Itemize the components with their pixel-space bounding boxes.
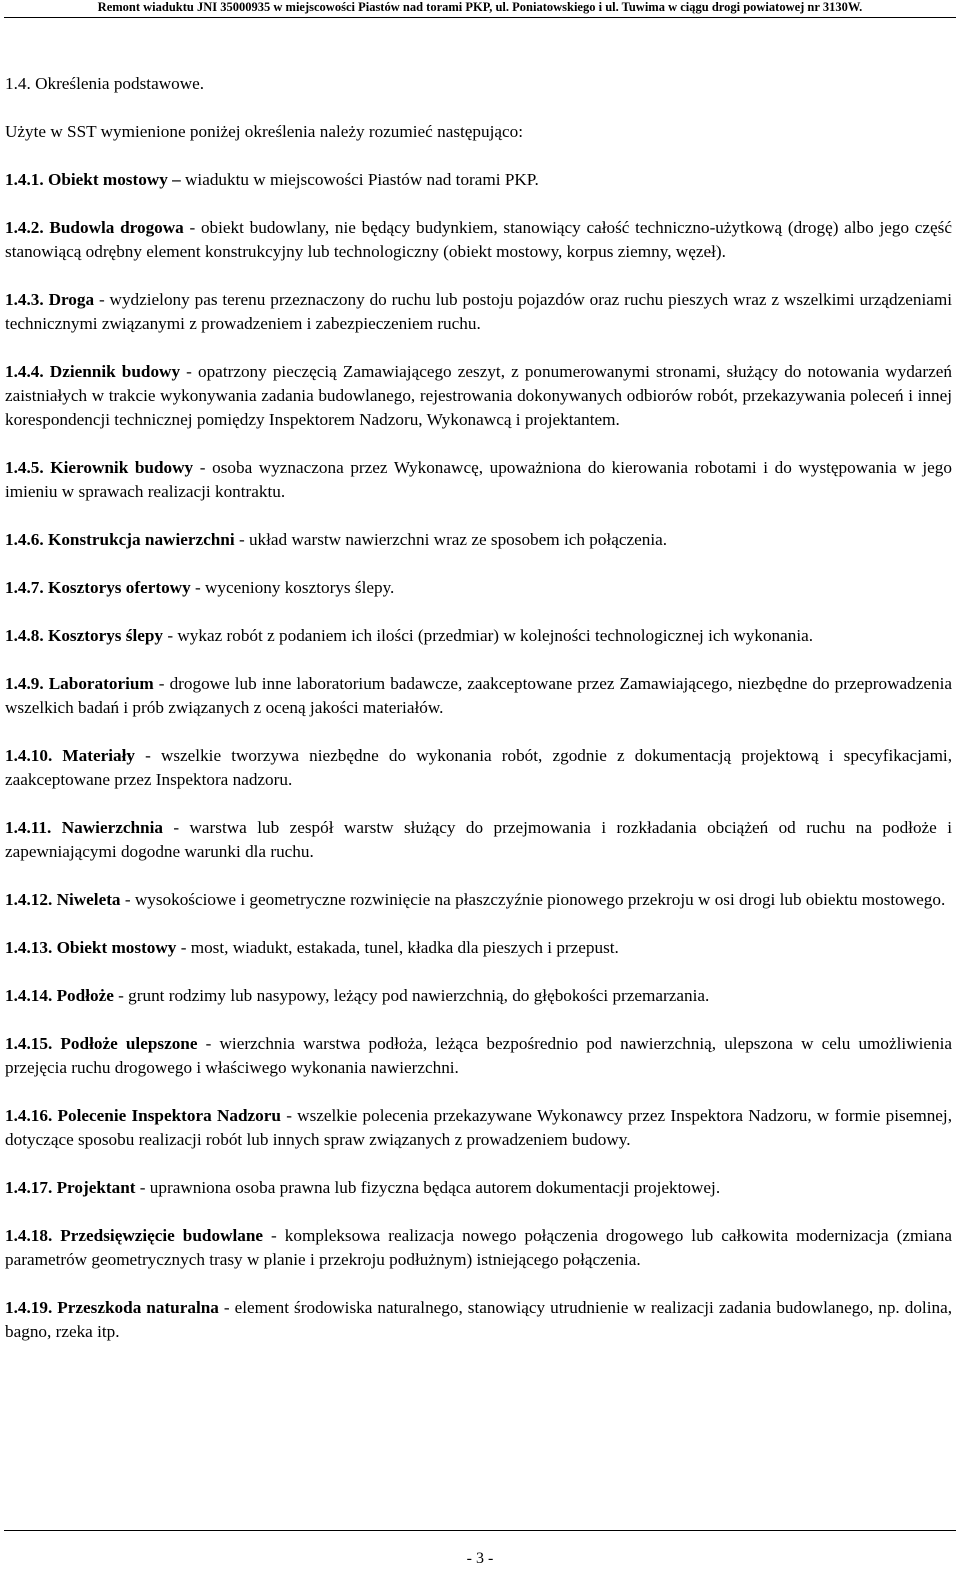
- definition-text: - wydzielony pas terenu przeznaczony do ruchu lub postoju pojazdów oraz ruchu pieszych wraz z wszelkimi urządzeniami technicznymi związanymi z prowadzeniem i zabezpieczeniem ruchu.: [5, 290, 953, 333]
- section-heading: 1.4. Określenia podstawowe.: [5, 74, 205, 93]
- definition-term: Obiekt mostowy: [56, 938, 177, 957]
- definition-term: Podłoże: [56, 986, 114, 1005]
- definition-item: [5, 936, 952, 960]
- definition-term: Laboratorium: [48, 674, 154, 693]
- definition-term: Niweleta: [56, 890, 121, 909]
- definition-number: 1.4.18.: [5, 1226, 53, 1245]
- definition-term: Kosztorys ofertowy: [47, 578, 191, 597]
- definition-term: Przeszkoda naturalna: [57, 1298, 219, 1317]
- definition-number: 1.4.7.: [5, 578, 44, 597]
- definition-term: Podłoże ulepszone: [60, 1034, 198, 1053]
- definition-number: 1.4.4.: [5, 362, 44, 381]
- definition-term: Droga: [48, 290, 95, 309]
- definition-number: 1.4.3.: [5, 290, 44, 309]
- footer-divider: [4, 1530, 956, 1531]
- definition-item: [5, 624, 952, 648]
- definition-text: - drogowe lub inne laboratorium badawcze, zaakceptowane przez Zamawiającego, niezbędne do przeprowadzenia wszelkich badań i prób związanych z oceną jakości materiałów.: [5, 674, 952, 717]
- definition-text: - warstwa lub zespół warstw służący do przejmowania i rozkładania obciążeń od ruchu na podłoże i zapewniającymi dogodne warunki dla ruchu.: [5, 818, 952, 861]
- definition-number: 1.4.14.: [5, 986, 53, 1005]
- section-intro: Użyte w SST wymienione poniżej określenia należy rozumieć następująco:: [5, 122, 524, 141]
- definition-text: - wszelkie polecenia przekazywane Wykonawcy przez Inspektora Nadzoru, w formie pisemnej, dotyczące sposobu realizacji robót lub innych spraw związanych z prowadzeniem budowy.: [5, 1106, 953, 1149]
- definition-number: 1.4.16.: [5, 1106, 53, 1125]
- definitions-list: [5, 168, 952, 1344]
- definition-text: - układ warstw nawierzchni wraz ze sposobem ich połączenia.: [234, 530, 668, 549]
- definition-term: Obiekt mostowy –: [47, 170, 181, 189]
- definition-number: 1.4.2.: [5, 218, 44, 237]
- definition-text: - wysokościowe i geometryczne rozwinięcie na płaszczyźnie pionowego przekroju w osi drogi lub obiektu mostowego.: [120, 890, 946, 909]
- definition-text: - most, wiadukt, estakada, tunel, kładka dla pieszych i przepust.: [176, 938, 619, 957]
- definition-item: [5, 1176, 952, 1200]
- definition-text: - osoba wyznaczona przez Wykonawcę, upoważniona do kierowania robotami i do występowania w jego imieniu w sprawach realizacji kontraktu.: [5, 458, 952, 501]
- definition-term: Materiały: [62, 746, 135, 765]
- definition-text: - wszelkie tworzywa niezbędne do wykonania robót, zgodnie z dokumentacją projektową i specyfikacjami, zaakceptowane przez Inspektora nadzoru.: [5, 746, 953, 789]
- definition-number: 1.4.1.: [5, 170, 44, 189]
- definition-number: 1.4.10.: [5, 746, 53, 765]
- definition-number: 1.4.15.: [5, 1034, 53, 1053]
- definition-text: - obiekt budowlany, nie będący budynkiem, stanowiący całość techniczno-użytkową (drogę) albo jego część stanowiącą odrębny element konstrukcyjny lub technologiczny (obiekt mostowy, korpus ziemny, węzeł).: [5, 218, 952, 261]
- definition-term: Przedsięwzięcie budowlane: [60, 1226, 264, 1245]
- definition-text: - kompleksowa realizacja nowego połączenia drogowego lub całkowita modernizacja (zmiana parametrów geometrycznych trasy w planie i przekroju podłużnym) istniejącego połączenia.: [5, 1226, 952, 1269]
- definition-item: [5, 168, 952, 192]
- definition-number: 1.4.13.: [5, 938, 53, 957]
- definition-text: - wierzchnia warstwa podłoża, leżąca bezpośrednio pod nawierzchnią, ulepszona w celu umożliwienia przejęcia ruchu drogowego i właściwego wykonania nawierzchni.: [5, 1034, 952, 1077]
- definition-term: Budowla drogowa: [49, 218, 184, 237]
- definition-item: [5, 984, 952, 1008]
- definition-term: Kosztorys ślepy: [47, 626, 164, 645]
- definition-number: 1.4.8.: [5, 626, 44, 645]
- page-number: - 3 -: [466, 1550, 494, 1567]
- definition-item: [5, 360, 952, 432]
- definition-item: [5, 576, 952, 600]
- definition-item: [5, 1104, 952, 1152]
- definition-term: Polecenie Inspektora Nadzoru: [57, 1106, 281, 1125]
- definition-item: [5, 456, 952, 504]
- definition-item: [5, 528, 952, 552]
- definition-number: 1.4.19.: [5, 1298, 53, 1317]
- running-header: Remont wiaduktu JNI 35000935 w miejscowości Piastów nad torami PKP, ul. Poniatowskiego i ul. Tuwima w ciągu drogi powiatowej nr 3130W.: [97, 0, 863, 14]
- definition-number: 1.4.6.: [5, 530, 44, 549]
- definition-term: Kierownik budowy: [50, 458, 194, 477]
- definition-number: 1.4.11.: [5, 818, 52, 837]
- definition-text: - opatrzony pieczęcią Zamawiającego zeszyt, z ponumerowanymi stronami, służący do notowania wydarzeń zaistniałych w trakcie wykonywania zadania budowlanego, rejestrowania dokonywanych odbiorów robót, przekazywania poleceń i innej korespondencji technicznej pomiędzy Inspektorem Nadzoru, Wykonawcą i projektantem.: [5, 362, 952, 429]
- definition-text: - wyceniony kosztorys ślepy.: [190, 578, 395, 597]
- definition-number: 1.4.5.: [5, 458, 44, 477]
- definition-item: [5, 216, 952, 264]
- definition-text: - wykaz robót z podaniem ich ilości (przedmiar) w kolejności technologicznej ich wykonania.: [163, 626, 814, 645]
- definition-item: [5, 744, 952, 792]
- definition-text: - uprawniona osoba prawna lub fizyczna będąca autorem dokumentacji projektowej.: [135, 1178, 721, 1197]
- definition-term: Dziennik budowy: [49, 362, 181, 381]
- definition-item: [5, 816, 952, 864]
- definition-term: Projektant: [56, 1178, 136, 1197]
- definition-item: [5, 1296, 952, 1344]
- document-body: [5, 72, 952, 1344]
- definition-item: [5, 1224, 952, 1272]
- definition-number: 1.4.9.: [5, 674, 44, 693]
- header-divider: [4, 17, 956, 18]
- definition-item: [5, 1032, 952, 1080]
- definition-term: Nawierzchnia: [61, 818, 163, 837]
- definition-text: wiaduktu w miejscowości Piastów nad torami PKP.: [180, 170, 539, 189]
- definition-number: 1.4.12.: [5, 890, 53, 909]
- definition-item: [5, 672, 952, 720]
- definition-number: 1.4.17.: [5, 1178, 53, 1197]
- definition-text: - grunt rodzimy lub nasypowy, leżący pod nawierzchnią, do głębokości przemarzania.: [113, 986, 710, 1005]
- definition-item: [5, 288, 952, 336]
- definition-text: - element środowiska naturalnego, stanowiący utrudnienie w realizacji zadania budowlanego, np. dolina, bagno, rzeka itp.: [5, 1298, 952, 1341]
- definition-item: [5, 888, 952, 912]
- definition-term: Konstrukcja nawierzchni: [47, 530, 235, 549]
